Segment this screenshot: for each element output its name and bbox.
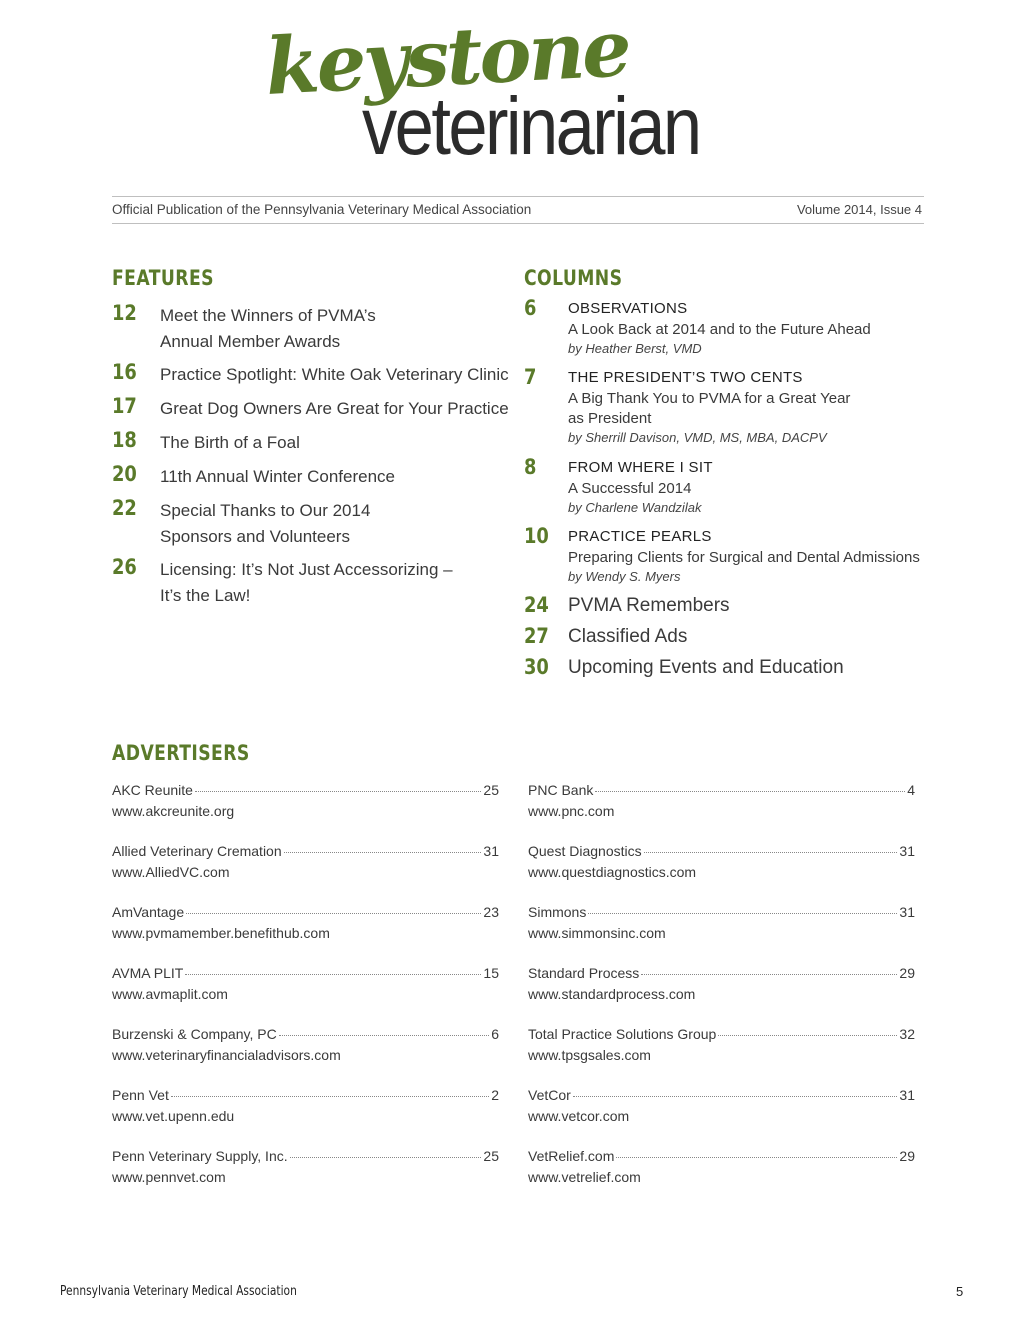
advertiser-name: AmVantage	[112, 904, 185, 920]
advertiser-url[interactable]: www.avmaplit.com	[112, 986, 228, 1002]
column-byline: by Wendy S. Myers	[568, 569, 681, 584]
footer-page-number: 5	[956, 1284, 964, 1299]
advertiser-entry[interactable]	[112, 965, 499, 1009]
advertiser-page: 4	[907, 782, 915, 798]
advertiser-url[interactable]: www.akcreunite.org	[112, 803, 235, 819]
feature-title: 11th Annual Winter Conference	[160, 467, 395, 486]
column-heading: FROM WHERE I SIT	[568, 459, 713, 476]
leader-dots	[616, 1157, 897, 1158]
advertiser-page: 29	[899, 1148, 915, 1164]
masthead-bottom-rule	[112, 223, 924, 224]
feature-title: The Birth of a Foal	[160, 433, 300, 452]
advertiser-entry[interactable]	[112, 904, 499, 948]
advertiser-page: 2	[491, 1087, 499, 1103]
feature-title: Meet the Winners of PVMA’s Annual Member Awards	[160, 306, 376, 351]
column-item[interactable]	[524, 365, 924, 450]
leader-dots	[588, 913, 897, 914]
feature-page-number: 20	[112, 462, 137, 486]
advertiser-url[interactable]: www.pvmamember.benefithub.com	[112, 925, 330, 941]
advertiser-entry[interactable]	[112, 1087, 499, 1131]
advertiser-url[interactable]: www.standardprocess.com	[528, 986, 696, 1002]
feature-title: Great Dog Owners Are Great for Your Practice	[160, 399, 509, 418]
leader-dots	[279, 1035, 490, 1036]
column-page-number: 7	[524, 365, 537, 389]
leader-dots	[186, 913, 481, 914]
column-title: PVMA Remembers	[568, 595, 730, 616]
column-item[interactable]	[524, 455, 924, 517]
advertiser-name: Allied Veterinary Cremation	[112, 843, 282, 859]
column-item[interactable]	[524, 624, 924, 652]
leader-dots	[195, 791, 481, 792]
advertiser-entry[interactable]	[112, 1148, 499, 1192]
feature-page-number: 12	[112, 301, 137, 325]
feature-page-number: 17	[112, 394, 137, 418]
column-page-number: 30	[524, 655, 549, 679]
leader-dots	[718, 1035, 897, 1036]
advertiser-entry[interactable]	[112, 782, 499, 826]
advertiser-name: Standard Process	[528, 965, 640, 981]
leader-dots	[290, 1157, 482, 1158]
advertiser-name: Penn Vet	[112, 1087, 169, 1103]
column-subtitle: A Big Thank You to PVMA for a Great Year as President	[568, 390, 851, 427]
volume-issue: Volume 2014, Issue 4	[796, 202, 922, 217]
column-item[interactable]	[524, 655, 924, 683]
advertiser-entry[interactable]	[528, 843, 915, 887]
advertiser-url[interactable]: www.veterinaryfinancialadvisors.com	[112, 1047, 341, 1063]
leader-dots	[284, 852, 482, 853]
column-page-number: 27	[524, 624, 549, 648]
column-title: Upcoming Events and Education	[568, 657, 844, 678]
advertiser-entry[interactable]	[528, 904, 915, 948]
advertiser-entry[interactable]	[528, 1148, 915, 1192]
column-heading: OBSERVATIONS	[568, 300, 688, 317]
feature-page-number: 18	[112, 428, 137, 452]
advertiser-entry[interactable]	[528, 1026, 915, 1070]
advertiser-page: 32	[899, 1026, 915, 1042]
advertiser-page: 25	[483, 782, 499, 798]
advertiser-page: 23	[483, 904, 499, 920]
advertiser-name: PNC Bank	[528, 782, 594, 798]
advertiser-url[interactable]: www.vetcor.com	[528, 1108, 630, 1124]
advertiser-name: AKC Reunite	[112, 782, 193, 798]
advertiser-url[interactable]: www.AlliedVC.com	[112, 864, 230, 880]
advertiser-page: 25	[483, 1148, 499, 1164]
advertiser-entry[interactable]	[528, 965, 915, 1009]
feature-page-number: 16	[112, 360, 137, 384]
column-page-number: 10	[524, 524, 549, 548]
column-subtitle: A Successful 2014	[568, 480, 692, 497]
column-item[interactable]	[524, 593, 924, 621]
column-page-number: 24	[524, 593, 549, 617]
footer-organization: Pennsylvania Veterinary Medical Association	[60, 1284, 297, 1299]
column-subtitle: A Look Back at 2014 and to the Future Ahead	[568, 321, 871, 338]
advertiser-page: 31	[899, 843, 915, 859]
masthead-logo-script: keystone	[263, 3, 631, 114]
advertiser-url[interactable]: www.vetrelief.com	[528, 1169, 641, 1185]
advertiser-url[interactable]: www.questdiagnostics.com	[528, 864, 697, 880]
column-byline: by Heather Berst, VMD	[568, 341, 702, 356]
advertiser-entry[interactable]	[112, 843, 499, 887]
advertiser-url[interactable]: www.pennvet.com	[112, 1169, 226, 1185]
advertiser-page: 31	[899, 1087, 915, 1103]
advertiser-name: Total Practice Solutions Group	[528, 1026, 717, 1042]
advertiser-url[interactable]: www.tpsgsales.com	[528, 1047, 651, 1063]
column-byline: by Charlene Wandzilak	[568, 500, 702, 515]
leader-dots	[641, 974, 897, 975]
advertiser-page: 6	[491, 1026, 499, 1042]
column-heading: PRACTICE PEARLS	[568, 528, 712, 545]
advertiser-url[interactable]: www.vet.upenn.edu	[112, 1108, 235, 1124]
leader-dots	[171, 1096, 489, 1097]
feature-title: Special Thanks to Our 2014 Sponsors and Volunteers	[160, 501, 371, 546]
masthead-top-rule	[112, 196, 924, 197]
advertiser-name: Penn Veterinary Supply, Inc.	[112, 1148, 288, 1164]
column-subtitle: Preparing Clients for Surgical and Dental Admissions	[568, 549, 920, 566]
advertiser-page: 29	[899, 965, 915, 981]
feature-title: Licensing: It’s Not Just Accessorizing – It’s the Law!	[160, 560, 453, 605]
leader-dots	[185, 974, 481, 975]
advertiser-page: 31	[899, 904, 915, 920]
column-item[interactable]	[524, 524, 924, 586]
advertiser-entry[interactable]	[528, 1087, 915, 1131]
column-byline: by Sherrill Davison, VMD, MS, MBA, DACPV	[568, 430, 827, 445]
advertisers-heading: ADVERTISERS	[112, 741, 250, 765]
advertiser-entry[interactable]	[112, 1026, 499, 1070]
leader-dots	[573, 1096, 898, 1097]
columns-heading: COLUMNS	[524, 266, 623, 290]
advertiser-page: 15	[483, 965, 499, 981]
leader-dots	[595, 791, 905, 792]
advertiser-name: Burzenski & Company, PC	[112, 1026, 277, 1042]
advertiser-name: Quest Diagnostics	[528, 843, 642, 859]
advertiser-name: VetCor	[528, 1087, 571, 1103]
feature-page-number: 22	[112, 496, 137, 520]
advertiser-page: 31	[483, 843, 499, 859]
masthead-logo-title: veterinarian	[362, 81, 700, 172]
column-heading: THE PRESIDENT’S TWO CENTS	[568, 369, 803, 386]
advertiser-url[interactable]: www.pnc.com	[528, 803, 615, 819]
feature-page-number: 26	[112, 555, 137, 579]
advertiser-url[interactable]: www.simmonsinc.com	[528, 925, 666, 941]
advertiser-name: Simmons	[528, 904, 587, 920]
column-item[interactable]	[524, 296, 924, 358]
column-title: Classified Ads	[568, 626, 688, 647]
feature-title: Practice Spotlight: White Oak Veterinary Clinic	[160, 365, 509, 384]
features-heading: FEATURES	[112, 266, 214, 290]
advertiser-name: VetRelief.com	[528, 1148, 615, 1164]
advertiser-entry[interactable]	[528, 782, 915, 826]
column-page-number: 8	[524, 455, 537, 479]
column-page-number: 6	[524, 296, 537, 320]
publication-line: Official Publication of the Pennsylvania Veterinary Medical Association	[112, 202, 532, 217]
leader-dots	[644, 852, 898, 853]
advertiser-name: AVMA PLIT	[112, 965, 184, 981]
